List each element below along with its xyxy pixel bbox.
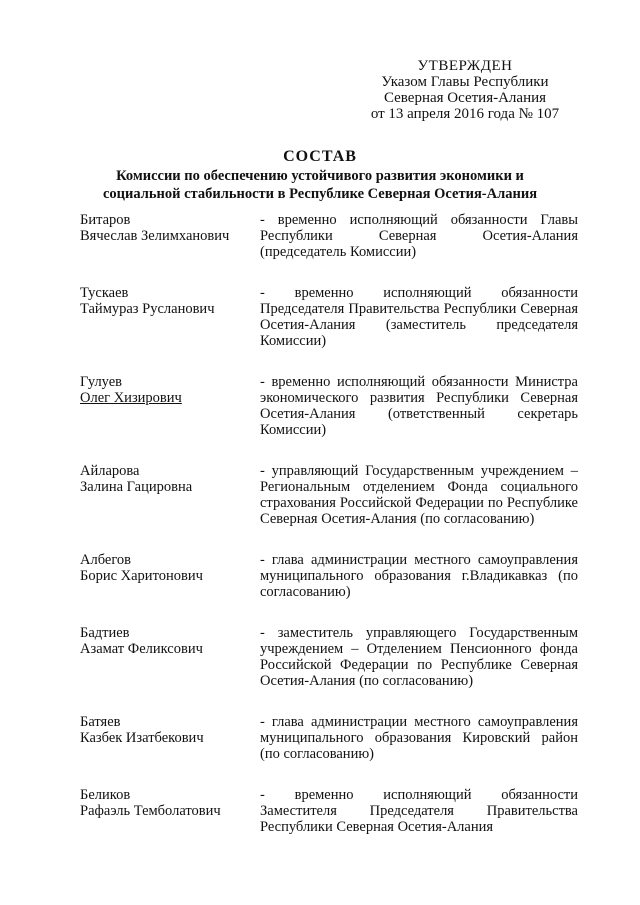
title-main: СОСТАВ xyxy=(283,148,357,165)
member-surname: Албегов xyxy=(80,552,132,568)
member-role: - управляющий Государственным учреждением – Региональным отделением Фонда социального страхования Российской Федерации по Республике Северная Осетия-Алания (по согласованию) xyxy=(260,463,578,527)
member-given-name: Олег Хизирович xyxy=(80,390,182,406)
member-surname: Айларова xyxy=(80,463,140,479)
member-role: - заместитель управляющего Государственным учреждением – Отделением Пенсионного фонда Российской Федерации по Республике Северная Осетия-Алания (по согласованию) xyxy=(260,625,578,689)
member-name xyxy=(80,552,260,584)
approval-line-date: от 13 апреля 2016 года № 107 xyxy=(370,106,560,122)
member-given-name: Вячеслав Зелимханович xyxy=(80,228,230,244)
member-given-name: Залина Гацировна xyxy=(80,479,193,495)
member-row xyxy=(80,212,580,260)
member-row xyxy=(80,285,580,349)
member-given-name: Казбек Изатбекович xyxy=(80,730,204,746)
member-surname: Битаров xyxy=(80,212,131,228)
member-name xyxy=(80,285,260,317)
member-row xyxy=(80,714,580,762)
member-name xyxy=(80,212,260,244)
member-name xyxy=(80,463,260,495)
member-given-name: Таймураз Русланович xyxy=(80,301,215,317)
member-name xyxy=(80,714,260,746)
member-role: - временно исполняющий обязанности Заместителя Председателя Правительства Республики Северная Осетия-Алания xyxy=(260,787,578,835)
document-title xyxy=(60,148,580,202)
member-surname: Беликов xyxy=(80,787,131,803)
member-row xyxy=(80,463,580,527)
title-line-2: социальной стабильности в Республике Северная Осетия-Алания xyxy=(102,186,538,202)
member-given-name: Азамат Феликсович xyxy=(80,641,203,657)
member-name xyxy=(80,625,260,657)
member-row xyxy=(80,625,580,689)
member-row xyxy=(80,374,580,438)
member-name xyxy=(80,787,260,819)
member-name xyxy=(80,374,260,406)
title-line-1: Комиссии по обеспечению устойчивого развития экономики и xyxy=(116,168,524,184)
member-role: - глава администрации местного самоуправления муниципального образования Кировский район (по согласованию) xyxy=(260,714,578,762)
member-row xyxy=(80,552,580,600)
member-given-name: Борис Харитонович xyxy=(80,568,203,584)
member-surname: Батяев xyxy=(80,714,121,730)
member-given-name: Рафаэль Темболатович xyxy=(80,803,221,819)
member-role: - временно исполняющий обязанности Председателя Правительства Республики Северная Осетия-Алания (заместитель председателя Комиссии) xyxy=(260,285,578,349)
member-surname: Тускаев xyxy=(80,285,129,301)
approval-block xyxy=(330,58,600,122)
member-surname: Бадтиев xyxy=(80,625,130,641)
member-role: - временно исполняющий обязанности Министра экономического развития Республики Северная Осетия-Алания (ответственный секретарь Комиссии) xyxy=(260,374,578,438)
member-role: - глава администрации местного самоуправления муниципального образования г.Владикавказ (по согласованию) xyxy=(260,552,578,600)
approval-line-decree: Указом Главы Республики xyxy=(381,74,549,90)
approval-heading: УТВЕРЖДЕН xyxy=(417,58,513,74)
member-role: - временно исполняющий обязанности Главы Республики Северная Осетия-Алания (председатель Комиссии) xyxy=(260,212,578,260)
approval-line-republic: Северная Осетия-Алания xyxy=(383,90,547,106)
member-surname: Гулуев xyxy=(80,374,123,390)
member-row xyxy=(80,787,580,835)
members-list xyxy=(80,212,580,860)
